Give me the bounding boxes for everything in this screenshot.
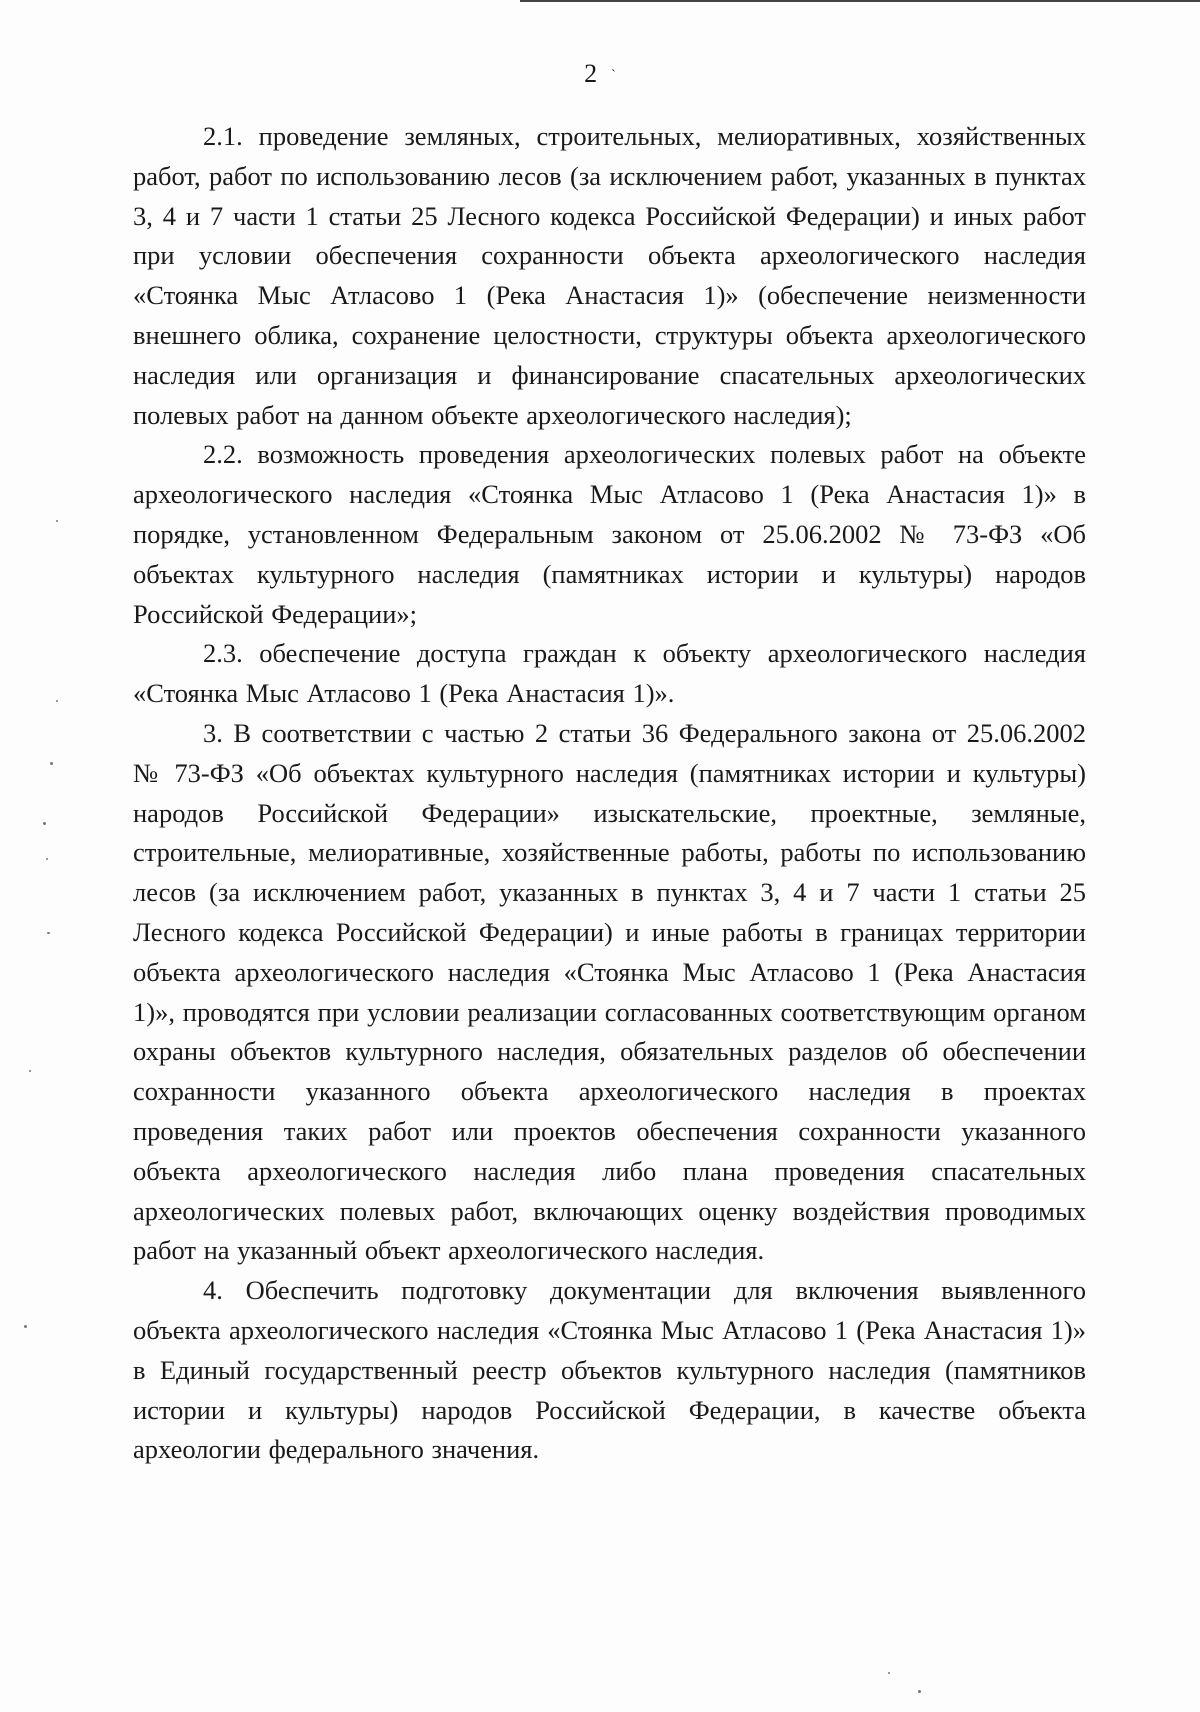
paragraph-2-1: 2.1. проведение земляных, строительных, мелиоративных, хозяйственных работ, работ по использованию лесов (за исключением работ, указанных в пунктах 3, 4 и 7 части 1 статьи 25 Лесного кодекса Российской Федерации) и иных работ при условии обеспечения сохранности объекта археологического наследия «Стоянка Мыс Атласово 1 (Река Анастасия 1)» (обеспечение неизменности внешнего облика, сохранение целостности, структуры объекта археологического наследия или организация и финансирование спасательных археологических полевых работ на данном объекте археологического наследия);: [133, 121, 1086, 430]
scan-speck: [29, 1070, 31, 1072]
scan-speck: [46, 858, 48, 860]
scan-speck: [43, 822, 46, 825]
paragraph-2-3: 2.3. обеспечение доступа граждан к объекту археологического наследия «Стоянка Мыс Атласово 1 (Река Анастасия 1)».: [133, 638, 1086, 709]
document-body: [133, 117, 1086, 1470]
paragraph-2-2: 2.2. возможность проведения археологических полевых работ на объекте археологического наследия «Стоянка Мыс Атласово 1 (Река Анастасия 1)» в порядке, установленном Федеральным законом от 25.06.2002 № 73-ФЗ «Об объектах культурного наследия (памятниках истории и культуры) народов Российской Федерации»;: [133, 439, 1086, 629]
paragraph-3: 3. В соответствии с частью 2 статьи 36 Федерального закона от 25.06.2002 № 73-ФЗ «Об объектах культурного наследия (памятниках истории и культуры) народов Российской Федерации» изыскательские, проектные, земляные, строительные, мелиоративные, хозяйственные работы, работы по использованию лесов (за исключением работ, указанных в пунктах 3, 4 и 7 части 1 статьи 25 Лесного кодекса Российской Федерации) и иные работы в границах территории объекта археологического наследия «Стоянка Мыс Атласово 1 (Река Анастасия 1)», проводятся при условии реализации согласованных соответствующим органом охраны объектов культурного наследия, обязательных разделов об обеспечении сохранности указанного объекта археологического наследия в проектах проведения таких работ или проектов обеспечения сохранности указанного объекта археологического наследия либо плана проведения спасательных археологических полевых работ, включающих оценку воздействия проводимых работ на указанный объект археологического наследия.: [133, 717, 1086, 1266]
scan-speck: [918, 1690, 921, 1693]
scan-speck: [888, 1672, 890, 1674]
scan-speck: [24, 1325, 27, 1328]
page-number: [0, 58, 1200, 92]
scan-speck: [56, 520, 58, 522]
page-number-value: 2: [584, 59, 598, 88]
scan-speck: [47, 932, 50, 934]
scan-tick-mark: `: [611, 68, 616, 84]
scan-edge-line: [520, 0, 1200, 2]
paragraph-4: 4. Обеспечить подготовку документации для включения выявленного объекта археологического наследия «Стоянка Мыс Атласово 1 (Река Анастасия 1)» в Единый государственный реестр объектов культурного наследия (памятников истории и культуры) народов Российской Федерации, в качестве объекта археологии федерального значения.: [133, 1275, 1086, 1465]
scan-speck: [50, 762, 53, 765]
scan-speck: [56, 700, 58, 702]
